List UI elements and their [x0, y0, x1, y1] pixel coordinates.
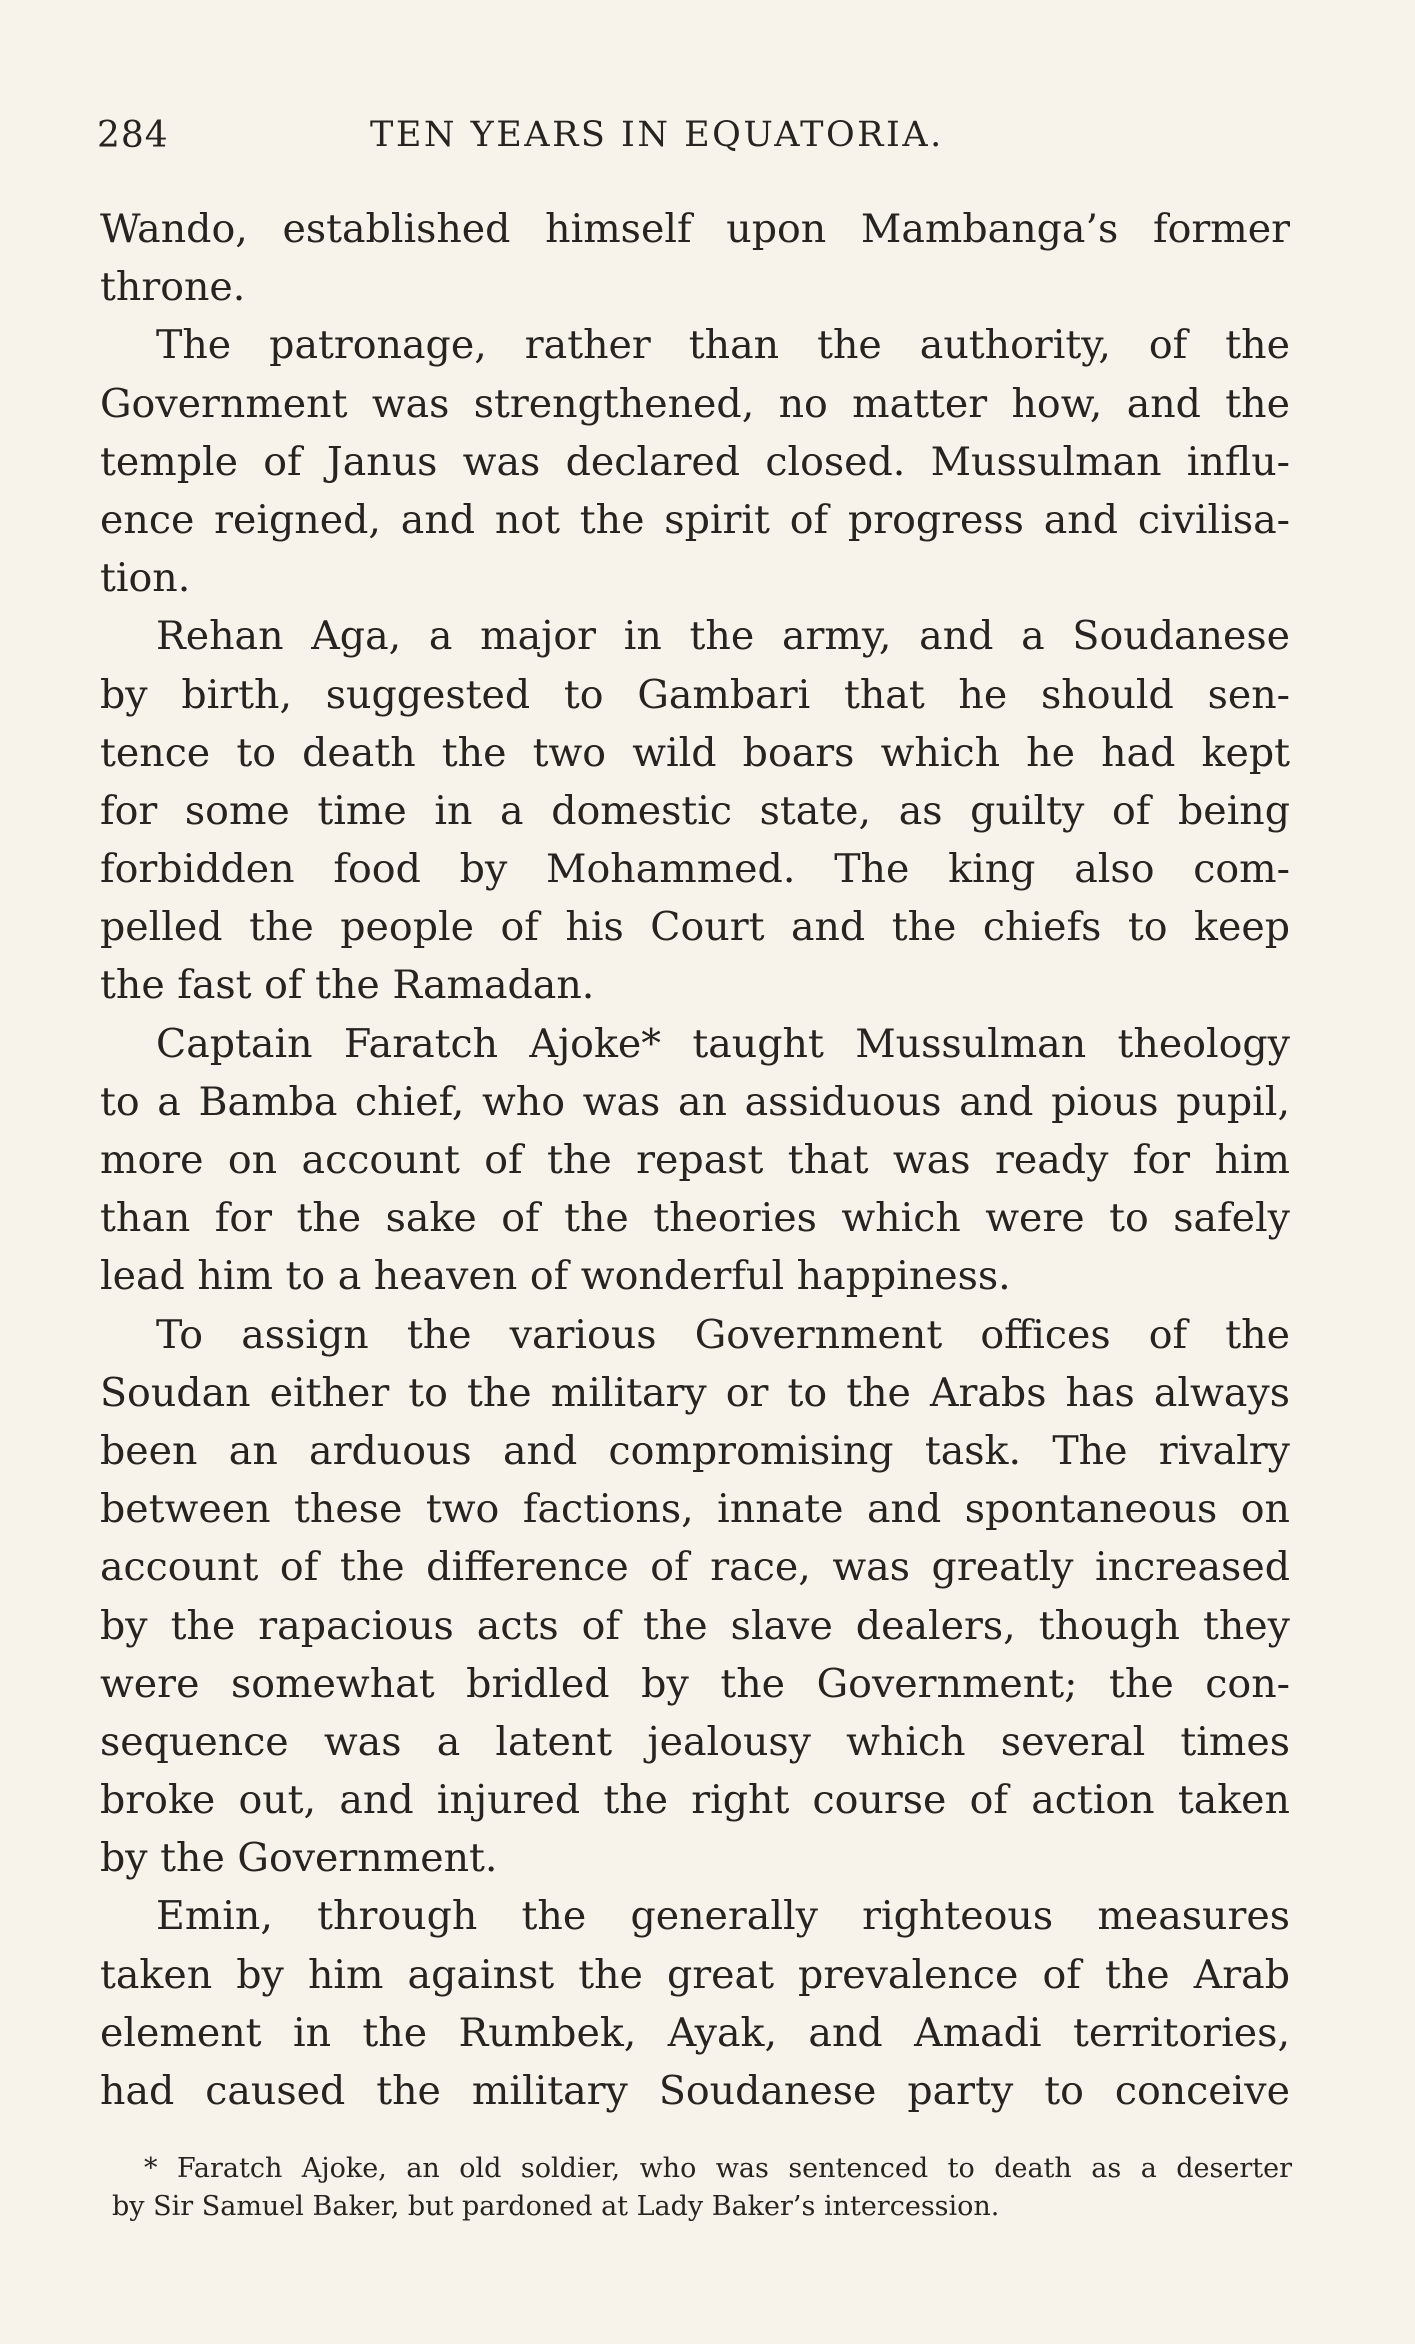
text-line: tion. — [100, 555, 191, 602]
text-line: by the Government. — [100, 1835, 498, 1882]
page-header — [97, 115, 1021, 165]
text-line: were somewhat bridled by the Government; the con- — [100, 1660, 1290, 1707]
text-line: taken by him against the great prevalence of the Arab — [100, 1951, 1290, 1998]
text-line: Government was strengthened, no matter how, and the — [100, 380, 1290, 427]
text-line: ence reigned, and not the spirit of progress and civilisa- — [100, 496, 1290, 543]
text-line: sequence was a latent jealousy which several times — [100, 1718, 1290, 1765]
text-line: to a Bamba chief, who was an assiduous and pious pupil, — [100, 1078, 1290, 1125]
text-line: pelled the people of his Court and the chiefs to keep — [100, 904, 1290, 951]
running-title: TEN YEARS IN EQUATORIA. — [370, 115, 944, 155]
text-line: Soudan either to the military or to the Arabs has always — [100, 1369, 1290, 1416]
paragraph-start-line: Emin, through the generally righteous measures — [156, 1893, 1290, 1940]
text-line: lead him to a heaven of wonderful happiness. — [100, 1253, 1011, 1300]
paragraph-start-line: The patronage, rather than the authority, of the — [156, 322, 1290, 369]
text-line: between these two factions, innate and spontaneous on — [100, 1486, 1290, 1533]
footnote-line: by Sir Samuel Baker, but pardoned at Lady Baker’s intercession. — [112, 2191, 1000, 2222]
text-line: broke out, and injured the right course of action taken — [100, 1777, 1290, 1824]
text-line: Wando, established himself upon Mambanga’s former — [100, 206, 1290, 252]
text-line: by birth, suggested to Gambari that he should sen- — [100, 671, 1290, 718]
footnote-line: * Faratch Ajoke, an old soldier, who was sentenced to death as a deserter — [144, 2153, 1292, 2184]
paragraph-start-line: Captain Faratch Ajoke* taught Mussulman theology — [156, 1020, 1290, 1067]
text-line: element in the Rumbek, Ayak, and Amadi territories, — [100, 2009, 1290, 2056]
text-line: been an arduous and compromising task. The rivalry — [100, 1427, 1290, 1474]
text-line: throne. — [100, 264, 246, 311]
text-line: forbidden food by Mohammed. The king also com- — [100, 846, 1290, 893]
text-line: account of the difference of race, was greatly increased — [100, 1544, 1290, 1591]
paragraph-start-line: To assign the various Government offices of the — [156, 1311, 1290, 1358]
page-number: 284 — [97, 115, 169, 156]
text-line: had caused the military Soudanese party to conceive — [100, 2068, 1290, 2114]
footnote — [112, 2150, 1292, 2226]
text-line: by the rapacious acts of the slave dealers, though they — [100, 1602, 1290, 1649]
text-line: the fast of the Ramadan. — [100, 962, 595, 1009]
text-line: for some time in a domestic state, as guilty of being — [100, 787, 1290, 834]
text-line: than for the sake of the theories which were to safely — [100, 1195, 1290, 1242]
text-line: temple of Janus was declared closed. Mussulman influ- — [100, 438, 1290, 485]
text-line: tence to death the two wild boars which he had kept — [100, 729, 1290, 776]
body-text — [100, 200, 1290, 2120]
paragraph-start-line: Rehan Aga, a major in the army, and a Soudanese — [156, 613, 1290, 660]
text-line: more on account of the repast that was ready for him — [100, 1137, 1290, 1183]
